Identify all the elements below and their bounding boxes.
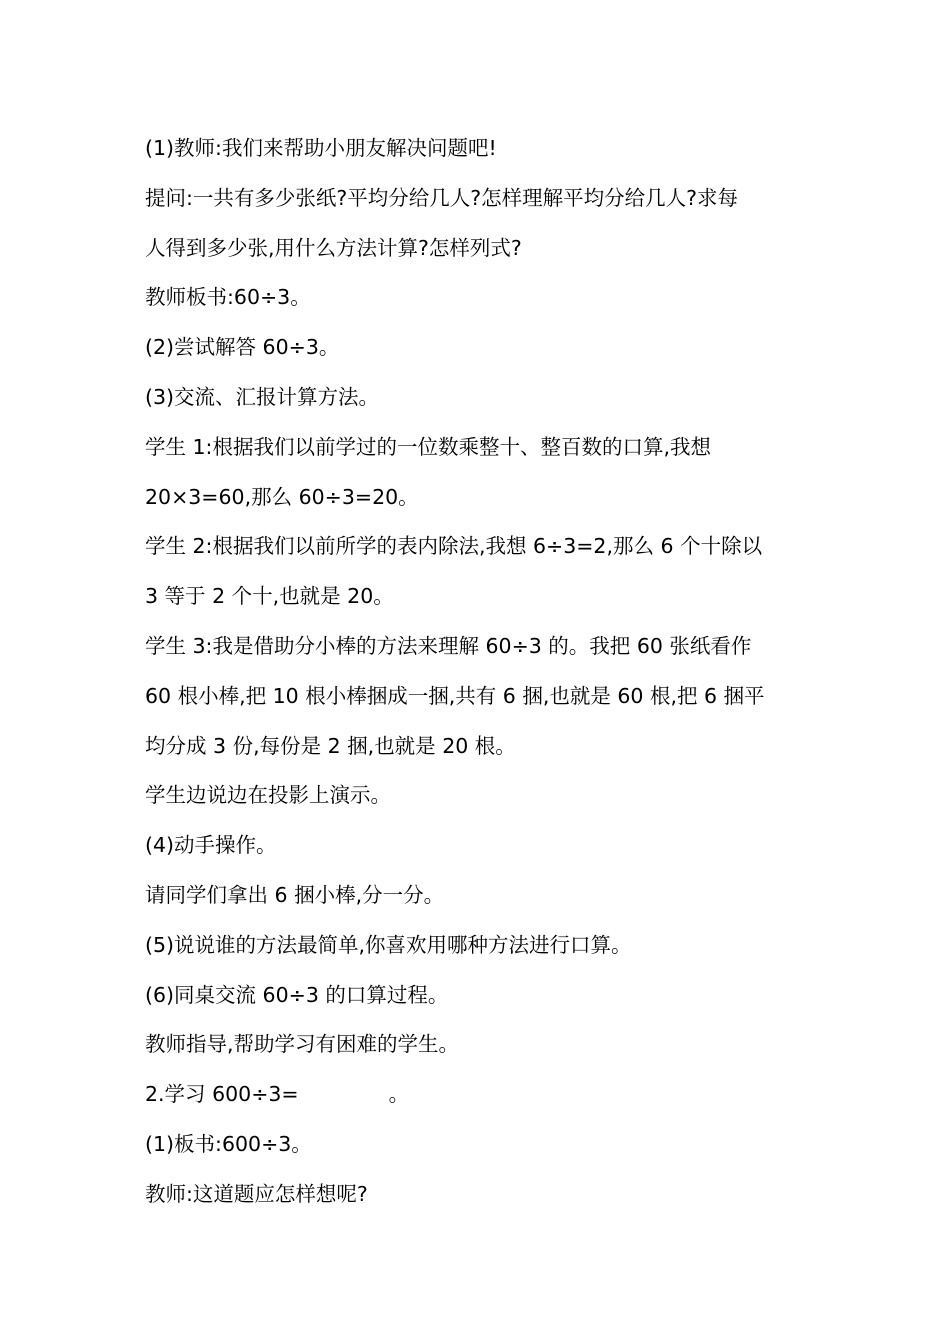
paragraph-board-60: 教师板书:60÷3。: [145, 285, 311, 310]
paragraph-deskmate: (6)同桌交流 60÷3 的口算过程。: [145, 982, 449, 1007]
paragraph-student-3c: 均分成 3 份,每份是 2 捆,也就是 20 根。: [145, 733, 516, 758]
paragraph-demo: 学生边说边在投影上演示。: [145, 783, 391, 808]
paragraph-student-2b: 3 等于 2 个十,也就是 20。: [145, 584, 394, 609]
paragraph-student-1b: 20×3=60,那么 60÷3=20。: [145, 484, 419, 509]
paragraph-board-600: (1)板书:600÷3。: [145, 1131, 312, 1156]
paragraph-student-3b: 60 根小棒,把 10 根小棒捆成一捆,共有 6 捆,也就是 60 根,把 6 捆平: [145, 683, 765, 708]
paragraph-simplest-method: (5)说说谁的方法最简单,你喜欢用哪种方法进行口算。: [145, 932, 632, 957]
paragraph-question-1: 提问:一共有多少张纸?平均分给几人?怎样理解平均分给几人?求每: [145, 185, 739, 210]
section-heading-600: [145, 1076, 810, 1126]
section-heading-end: 。: [388, 1082, 410, 1107]
paragraph-guidance: 教师指导,帮助学习有困难的学生。: [145, 1032, 460, 1057]
paragraph-hands-on: (4)动手操作。: [145, 833, 277, 858]
paragraph-teacher-question: 教师:这道题应怎样想呢?: [145, 1181, 368, 1206]
paragraph-teacher-intro: (1)教师:我们来帮助小朋友解决问题吧!: [145, 136, 497, 160]
paragraph-student-1a: 学生 1:根据我们以前学过的一位数乘整十、整百数的口算,我想: [145, 434, 711, 459]
paragraph-question-2: 人得到多少张,用什么方法计算?怎样列式?: [145, 235, 522, 260]
paragraph-exchange: (3)交流、汇报计算方法。: [145, 384, 380, 409]
paragraph-take-sticks: 请同学们拿出 6 捆小棒,分一分。: [145, 882, 445, 907]
document-body: [145, 130, 810, 1226]
paragraph-student-3a: 学生 3:我是借助分小棒的方法来理解 60÷3 的。我把 60 张纸看作: [145, 633, 752, 658]
paragraph-try-solve: (2)尝试解答 60÷3。: [145, 335, 340, 360]
paragraph-student-2a: 学生 2:根据我们以前所学的表内除法,我想 6÷3=2,那么 6 个十除以: [145, 534, 763, 559]
section-heading-text: 2.学习 600÷3=: [145, 1082, 299, 1107]
